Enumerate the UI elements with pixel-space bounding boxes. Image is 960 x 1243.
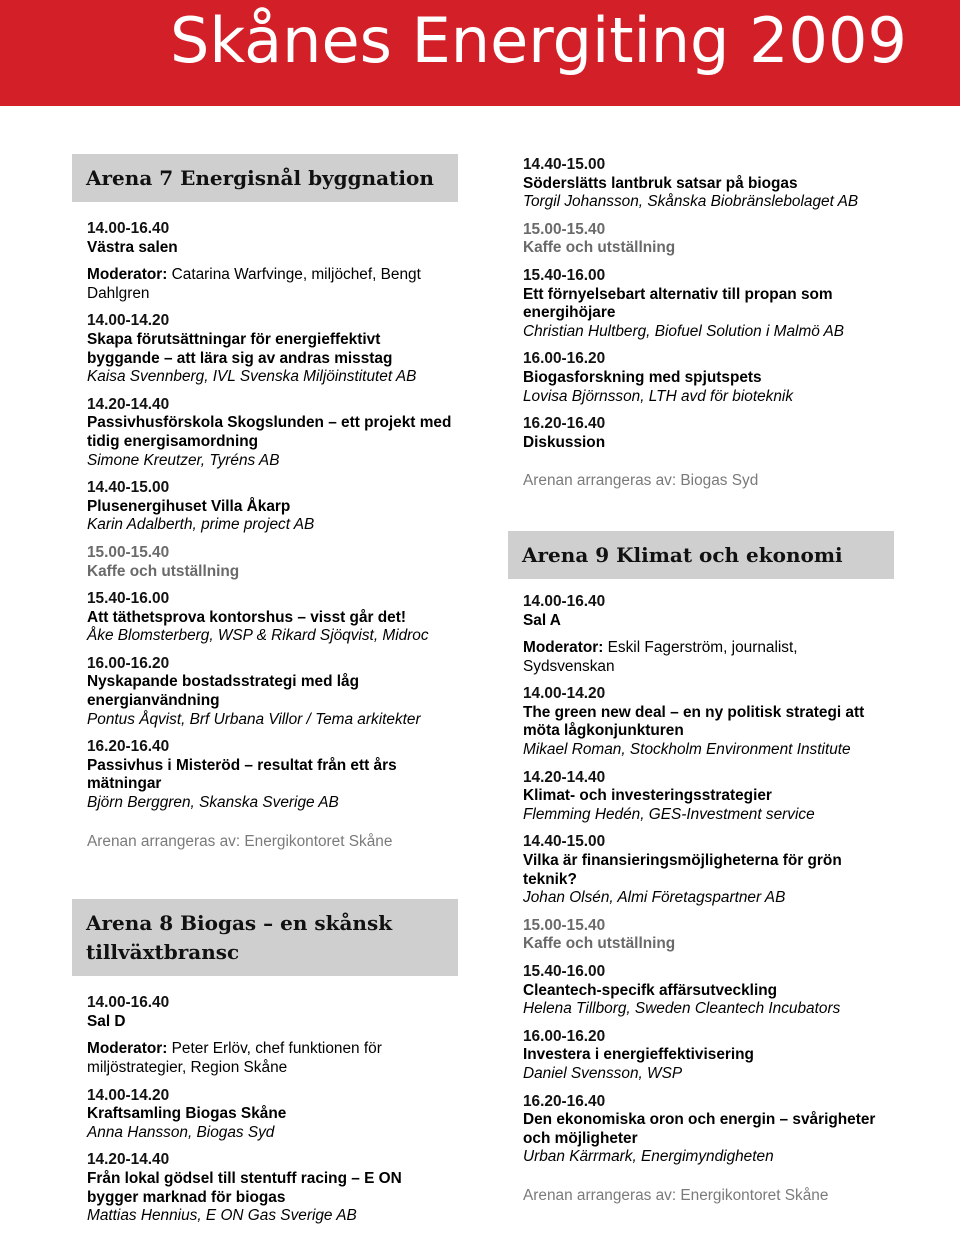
session-title: Skapa förutsättningar för energieffektivt byggande – att lära sig av andras misstag [87,330,393,367]
session-break [523,221,890,258]
moderator-name: Peter Erlöv, chef funktionen för miljöstrategier, Region Skåne [87,1040,382,1076]
session-time: 14.20-14.40 [87,1151,170,1169]
moderator-name: Eskil Fagerström, journalist, Sydsvenskan [523,639,798,675]
session [523,1093,890,1167]
arena8-organizer: Arenan arrangeras av: Biogas Syd [523,472,759,490]
arena8-heading: Arena 8 Biogas – en skånsk tillväxtbransc [72,899,458,976]
session [523,267,890,341]
arena9-content [508,593,898,1206]
arena9-heading: Arena 9 Klimat och ekonomi [508,531,894,579]
session-time: 15.00-15.40 [523,916,606,934]
session-title: Kraftsamling Biogas Skåne [87,1105,287,1123]
arena9-organizer: Arenan arrangeras av: Energikontoret Skåne [523,1186,829,1204]
arena9-time: 14.00-16.40 [523,592,606,610]
session-break [523,917,890,954]
session-speaker: Karin Adalberth, prime project AB [87,516,315,534]
session-time: 16.00-16.20 [523,350,606,368]
session-title: Passivhusförskola Skogslunden – ett projekt med tidig energisamordning [87,414,452,450]
arena9-room: Sal A [523,611,561,629]
session-title: Diskussion [523,433,606,451]
session-title: Plusenergihuset Villa Åkarp [87,497,291,515]
session-time: 16.20-16.40 [523,415,606,433]
left-column [72,154,462,1226]
arena8-room: Sal D [87,1012,126,1030]
session-time: 14.40-15.00 [87,479,170,497]
session-speaker: Anna Hansson, Biogas Syd [87,1123,275,1141]
moderator-name: Catarina Warfvinge, miljöchef, Bengt Dahlgren [87,266,421,302]
session [523,963,890,1019]
session-speaker: Björn Berggren, Skanska Sverige AB [87,794,339,812]
session-time: 14.40-15.00 [523,156,606,173]
session-speaker: Christian Hultberg, Biofuel Solution i Malmö AB [523,322,845,340]
moderator-label: Moderator: [87,266,168,284]
session [87,738,454,812]
session-title: Från lokal gödsel till stentuff racing – E ON bygger marknad för biogas [87,1169,402,1206]
session-title: Söderslätts lantbruk satsar på biogas [523,174,798,192]
arena7-moderator [87,266,454,303]
session [87,1087,454,1143]
session-time: 15.00-15.40 [87,543,170,561]
session-title: Kaffe och utställning [523,239,676,257]
session-speaker: Urban Kärrmark, Energimyndigheten [523,1148,774,1166]
session-speaker: Kaisa Svennberg, IVL Svenska Miljöinstitutet AB [87,368,417,386]
session-speaker: Lovisa Björnsson, LTH avd för bioteknik [523,387,794,405]
session [523,769,890,825]
session-break [87,544,454,581]
arena8-time: 14.00-16.40 [87,994,170,1012]
arena8-moderator [87,1040,454,1077]
session-time: 16.20-16.40 [523,1092,606,1110]
arena7-time: 14.00-16.40 [87,220,170,237]
session [87,590,454,646]
session-time: 14.20-14.40 [87,395,170,413]
arena8-content [72,994,462,1226]
session-speaker: Flemming Hedén, GES-Investment service [523,805,815,823]
session-time: 14.40-15.00 [523,833,606,851]
session-time: 15.40-16.00 [523,963,606,980]
session-time: 14.00-14.20 [87,312,170,330]
session-speaker: Torgil Johansson, Skånska Biobränslebolaget AB [523,193,859,211]
banner-title: Skånes Energiting 2009 [170,4,907,77]
session-title: Biogasforskning med spjutspets [523,368,762,386]
arena8-content-cont [508,156,898,491]
session-title: Klimat- och investeringsstrategier [523,787,772,805]
session [87,396,454,470]
session-speaker: Mikael Roman, Stockholm Environment Institute [523,741,851,759]
session [523,415,890,452]
session [523,1028,890,1084]
arena7-room: Västra salen [87,238,178,256]
moderator-label: Moderator: [87,1040,168,1058]
session-speaker: Åke Blomsterberg, WSP & Rikard Sjöqvist, Midroc [87,627,429,645]
right-column [508,156,898,1206]
session [523,685,890,759]
arena7-content [72,220,462,851]
session-time: 14.00-14.20 [523,685,606,703]
session-title: Ett förnyelsebart alternativ till propan som energihöjare [523,285,833,322]
session-speaker: Johan Olsén, Almi Företagspartner AB [523,889,786,907]
session-title: Att täthetsprova kontorshus – visst går det! [87,608,406,626]
moderator-label: Moderator: [523,639,604,657]
session-time: 15.40-16.00 [87,590,170,608]
session-title: The green new deal – en ny politisk strategi att möta lågkonjunkturen [523,703,865,740]
session-time: 16.20-16.40 [87,738,170,756]
arena9-moderator [523,639,890,676]
session-title: Den ekonomiska oron och energin – svårigheter och möjligheter [523,1111,876,1147]
session [523,833,890,907]
session-time: 14.00-14.20 [87,1086,170,1104]
session-title: Vilka är finansieringsmöjligheterna för grön teknik? [523,852,842,888]
header-banner [0,0,960,106]
session-time: 14.20-14.40 [523,768,606,786]
session [523,156,890,212]
session-time: 15.00-15.40 [523,220,606,238]
session-time: 15.40-16.00 [523,266,606,284]
session-title: Cleantech-specifk affärsutveckling [523,981,778,999]
session-speaker: Mattias Hennius, E ON Gas Sverige AB [87,1207,357,1225]
session-speaker: Helena Tillborg, Sweden Cleantech Incubators [523,1000,841,1018]
session-time: 16.00-16.20 [87,654,170,672]
session-title: Investera i energieffektivisering [523,1046,754,1064]
session-speaker: Daniel Svensson, WSP [523,1064,683,1082]
arena7-heading: Arena 7 Energisnål byggnation [72,154,458,202]
session [87,479,454,535]
session [87,655,454,729]
session-title: Passivhus i Misteröd – resultat från ett års mätningar [87,756,397,793]
session-title: Kaffe och utställning [87,562,240,580]
session [523,350,890,406]
arena7-organizer: Arenan arrangeras av: Energikontoret Skåne [87,832,393,850]
session-time: 16.00-16.20 [523,1027,606,1045]
session-speaker: Simone Kreutzer, Tyréns AB [87,451,280,469]
session-title: Kaffe och utställning [523,935,676,953]
session [87,312,454,386]
session [87,1151,454,1225]
session-speaker: Pontus Åqvist, Brf Urbana Villor / Tema arkitekter [87,710,421,728]
session-title: Nyskapande bostadsstrategi med låg energianvändning [87,673,359,710]
